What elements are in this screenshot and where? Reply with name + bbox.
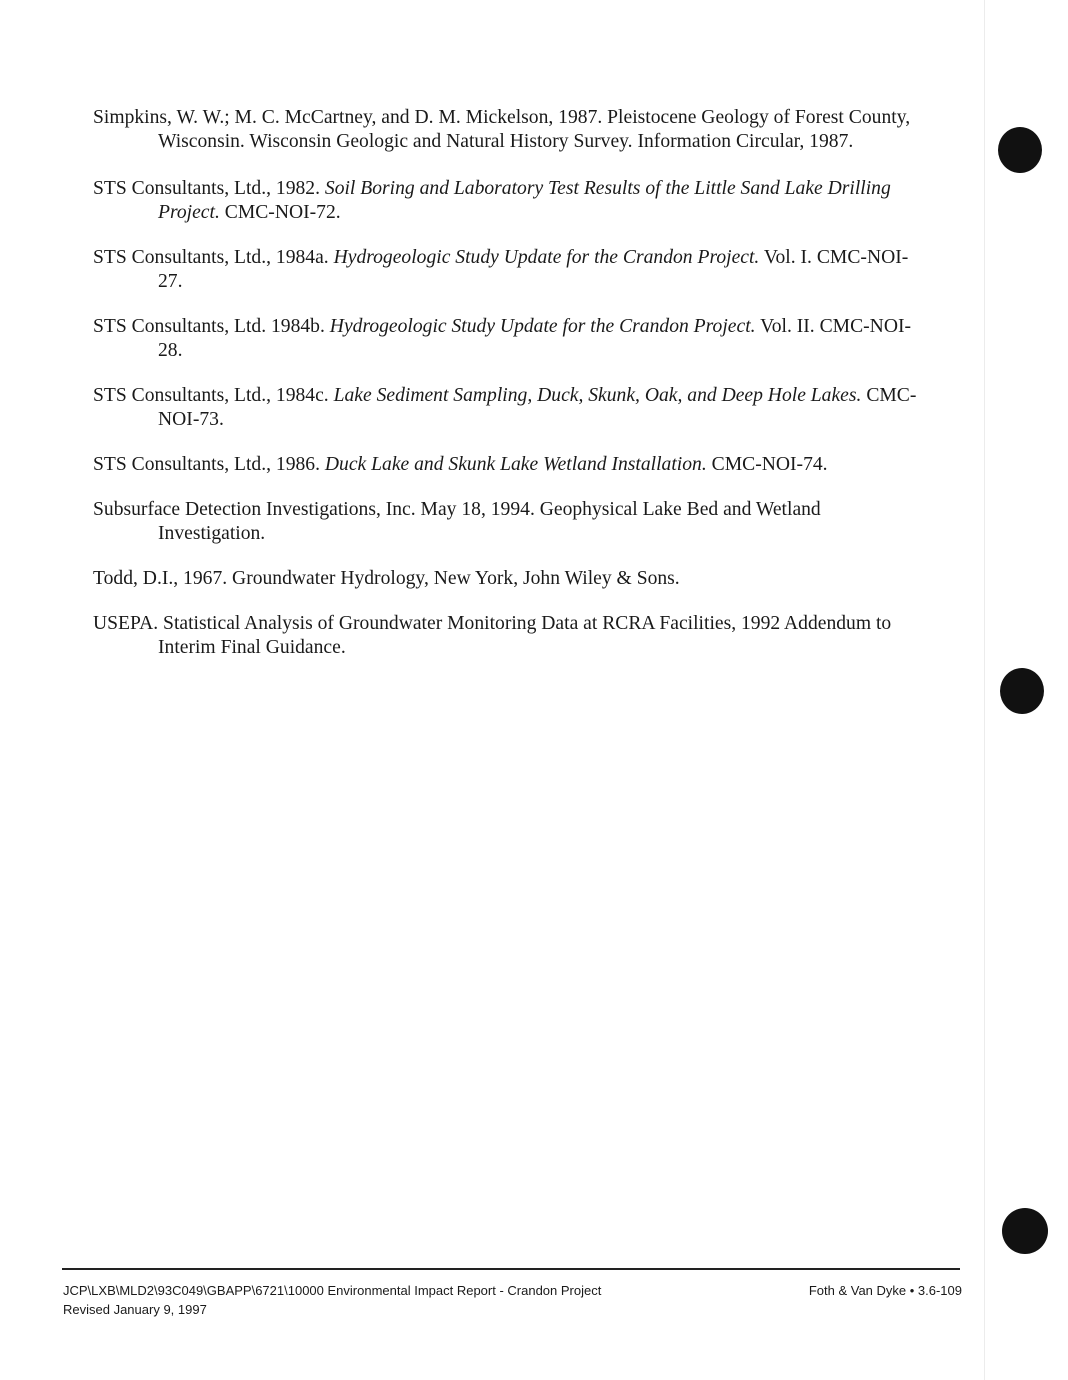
reference-title: Lake Sediment Sampling, Duck, Skunk, Oak, and Deep Hole Lakes. [333, 385, 862, 406]
reference-title: Soil Boring and Laboratory Test Results of the Little Sand Lake Drilling Project. [158, 178, 891, 223]
reference-tail: CMC-NOI-72. [224, 202, 341, 223]
reference-author: STS Consultants, Ltd., 1984a. [93, 247, 329, 268]
reference-text: Simpkins, W. W.; M. C. McCartney, and D. M. Mickelson, 1987. Pleistocene Geology of Forest [93, 107, 844, 128]
reference-title: Hydrogeologic Study Update for the Crandon Project. [329, 316, 756, 337]
reference-entry [93, 315, 923, 363]
reference-text-continued: County, Wisconsin. Wisconsin Geologic and Natural History Survey. Information Circular, 1987. [158, 107, 911, 152]
footer-right [809, 1281, 962, 1300]
reference-entry [93, 567, 923, 591]
reference-tail: Vol. II. CMC-NOI-28. [158, 316, 912, 361]
reference-entry [93, 384, 923, 432]
punch-hole-bottom [1002, 1208, 1048, 1254]
reference-entry [93, 177, 923, 225]
reference-entry [93, 453, 923, 477]
reference-text: USEPA. Statistical Analysis of Groundwater Monitoring Data at RCRA Facilities, 1992 Addendum to Interim Final Guidance. [93, 613, 892, 658]
reference-title: Hydrogeologic Study Update for the Crandon Project. [333, 247, 760, 268]
punch-hole-middle [1000, 668, 1044, 714]
reference-tail: CMC-NOI-73. [158, 385, 917, 430]
reference-tail: CMC-NOI-74. [711, 454, 828, 475]
reference-text: Subsurface Detection Investigations, Inc. May 18, 1994. Geophysical Lake Bed and Wetland Investigation. [93, 499, 821, 544]
reference-author: STS Consultants, Ltd., 1982. [93, 178, 320, 199]
reference-author: STS Consultants, Ltd., 1986. [93, 454, 320, 475]
footer-left [63, 1281, 601, 1319]
reference-text: Todd, D.I., 1967. Groundwater Hydrology, New York, John Wiley & Sons. [93, 568, 680, 589]
footer-file-path-title: JCP\LXB\MLD2\93C049\GBAPP\6721\10000 Environmental Impact Report - Crandon Project [63, 1283, 602, 1298]
reference-author: STS Consultants, Ltd. 1984b. [93, 316, 325, 337]
reference-entry [93, 106, 923, 154]
reference-tail: Vol. I. CMC-NOI-27. [158, 247, 909, 292]
reference-author: STS Consultants, Ltd., 1984c. [93, 385, 329, 406]
footer-firm-page-number: Foth & Van Dyke • 3.6-109 [808, 1283, 962, 1298]
scan-edge-line [984, 0, 985, 1380]
footer-rule [62, 1268, 960, 1270]
punch-hole-top [998, 127, 1042, 173]
reference-entry [93, 498, 923, 546]
reference-entry [93, 612, 923, 660]
reference-list [93, 106, 923, 681]
footer-revised-date: Revised January 9, 1997 [63, 1302, 207, 1317]
reference-title: Duck Lake and Skunk Lake Wetland Installation. [324, 454, 707, 475]
reference-entry [93, 246, 923, 294]
